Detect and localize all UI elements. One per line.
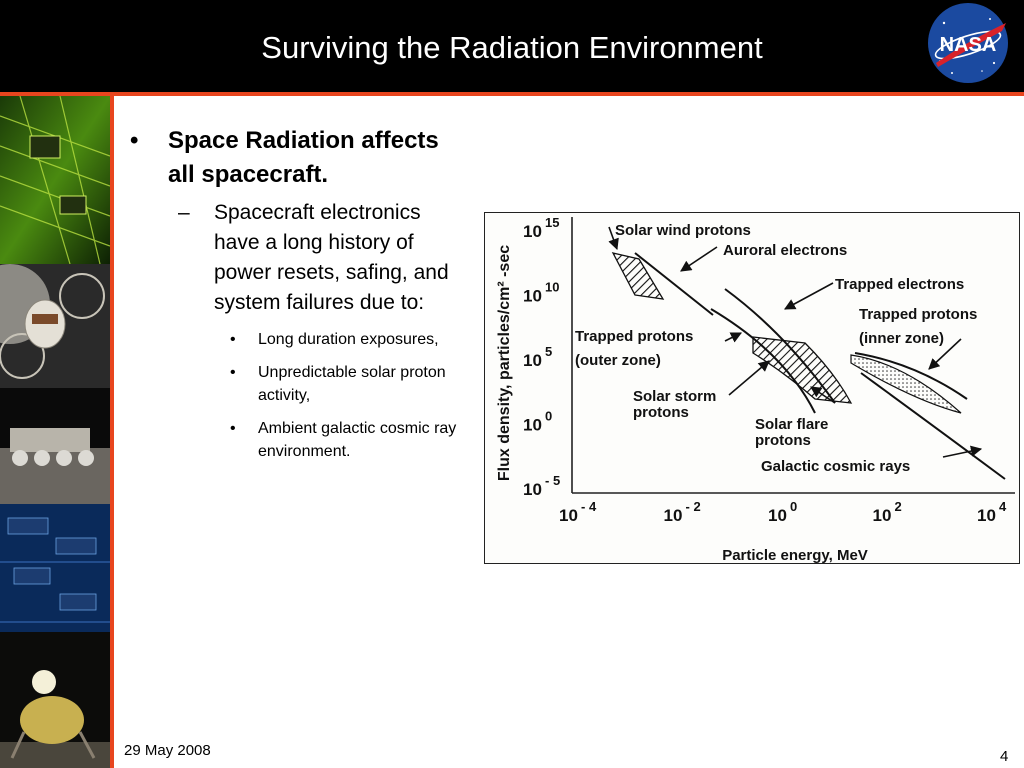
bullet-level3-item: • Long duration exposures, xyxy=(230,331,439,348)
region-solar-flare-protons xyxy=(753,337,851,403)
label-trapped-protons-outer: Trapped protons xyxy=(575,328,694,345)
y-tick-label xyxy=(523,280,559,306)
svg-text:10: 10 xyxy=(977,506,996,525)
nasa-logo xyxy=(922,1,1014,85)
nasa-logotype: NASA xyxy=(939,34,997,56)
x-axis-label: Particle energy, MeV xyxy=(722,547,868,563)
bullet-level2: – Spacecraft electronics have a long history of power resets, safing, and system failures due to: xyxy=(178,201,449,314)
spacecraft-moon-image xyxy=(0,264,110,388)
label-solar-storm-protons: protons xyxy=(633,404,689,421)
y-axis-label: Flux density, particles/cm² -sec xyxy=(496,244,513,482)
svg-text:10: 10 xyxy=(872,506,892,525)
x-tick-label xyxy=(977,499,1007,525)
bullet-level3-item: • Ambient galactic cosmic ray environment. xyxy=(230,420,457,460)
svg-text:4: 4 xyxy=(999,499,1007,514)
svg-text:- 2: - 2 xyxy=(685,499,701,514)
svg-text:10: 10 xyxy=(663,506,683,525)
label-solar-storm: Solar storm xyxy=(633,388,717,405)
label-solar-wind-protons: Solar wind protons xyxy=(615,222,751,239)
x-tick-label xyxy=(873,499,902,525)
bullet-list xyxy=(128,124,468,463)
svg-text:- 5: - 5 xyxy=(545,473,561,488)
chart-svg xyxy=(485,213,1019,563)
label-auroral-electrons: Auroral electrons xyxy=(723,242,848,259)
y-tick-label xyxy=(523,409,552,435)
svg-text:15: 15 xyxy=(545,215,560,230)
header-divider xyxy=(0,92,1024,96)
svg-text:10: 10 xyxy=(768,506,787,525)
label-trapped-electrons: Trapped electrons xyxy=(835,276,965,293)
bullet-level1: • Space Radiation affects all spacecraft. xyxy=(130,127,439,188)
label-galactic-cosmic-rays: Galactic cosmic rays xyxy=(761,458,911,475)
blue-circuit-image xyxy=(0,504,110,632)
svg-text:0: 0 xyxy=(790,499,798,514)
svg-text:5: 5 xyxy=(545,344,553,359)
svg-text:2: 2 xyxy=(894,499,902,514)
region-solar-wind-protons xyxy=(613,253,663,299)
svg-text:- 4: - 4 xyxy=(581,499,597,514)
svg-text:10: 10 xyxy=(523,351,542,370)
svg-text:10: 10 xyxy=(523,286,542,306)
x-tick-label xyxy=(559,499,597,525)
footer-date: 29 May 2008 xyxy=(124,742,211,759)
radiation-flux-chart xyxy=(484,212,1020,564)
svg-text:10: 10 xyxy=(559,506,578,525)
lunar-lander-image xyxy=(0,632,110,768)
x-tick-label xyxy=(664,499,701,525)
y-tick-label xyxy=(523,473,560,499)
x-tick-label xyxy=(768,499,797,525)
label-inner-zone: (inner zone) xyxy=(859,330,944,347)
sidebar-divider xyxy=(110,96,114,768)
page-number: 4 xyxy=(1000,748,1009,765)
bullet-level3-item: • Unpredictable solar proton activity, xyxy=(230,364,446,404)
label-solar-flare: Solar flare xyxy=(755,416,829,433)
svg-text:10: 10 xyxy=(523,415,542,435)
y-tick-label xyxy=(523,344,552,370)
svg-text:0: 0 xyxy=(545,408,553,424)
label-trapped-protons-inner: Trapped protons xyxy=(859,306,978,323)
svg-text:10: 10 xyxy=(523,222,542,241)
slide-title: Surviving the Radiation Environment xyxy=(261,30,763,65)
label-solar-flare-protons: protons xyxy=(755,432,811,449)
lunar-rover-image xyxy=(0,388,110,504)
svg-text:10: 10 xyxy=(523,480,542,499)
svg-text:10: 10 xyxy=(545,279,560,295)
label-outer-zone: (outer zone) xyxy=(575,352,661,369)
y-tick-label xyxy=(523,215,559,241)
circuit-board-image xyxy=(0,96,110,264)
